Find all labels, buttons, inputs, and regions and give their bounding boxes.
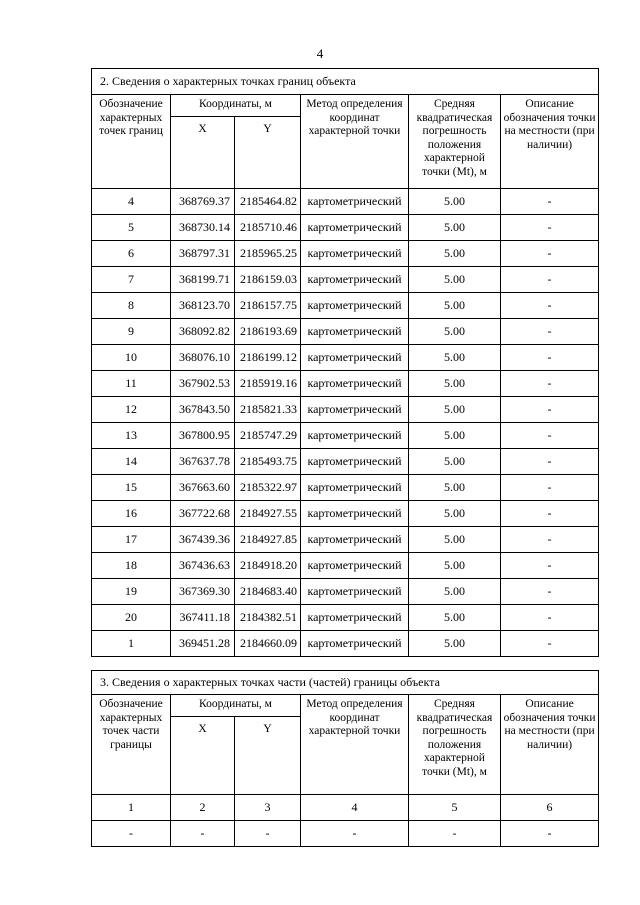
method-cell: картометрический <box>301 189 409 215</box>
table-row <box>92 449 599 475</box>
header-y: Y <box>235 717 301 795</box>
error-cell: 5.00 <box>409 475 501 501</box>
description-cell: - <box>501 189 599 215</box>
description-cell: - <box>501 579 599 605</box>
method-cell: картометрический <box>301 319 409 345</box>
description-cell: - <box>501 397 599 423</box>
table-row <box>92 345 599 371</box>
method-cell: картометрический <box>301 215 409 241</box>
method-cell: картометрический <box>301 293 409 319</box>
coord-y-cell: 2184683.40 <box>235 579 301 605</box>
header-coords: Координаты, м <box>171 695 301 717</box>
coord-y-cell: 2184927.55 <box>235 501 301 527</box>
header-coords: Координаты, м <box>171 95 301 117</box>
error-cell: 5.00 <box>409 501 501 527</box>
point-number-cell: 13 <box>92 423 171 449</box>
coord-y-cell: - <box>235 821 301 847</box>
boundary-points-table <box>91 68 599 657</box>
coord-y-cell: 2186199.12 <box>235 345 301 371</box>
error-cell: 5.00 <box>409 189 501 215</box>
coord-x-cell: 368797.31 <box>171 241 235 267</box>
coord-x-cell: 368769.37 <box>171 189 235 215</box>
point-number-cell: 17 <box>92 527 171 553</box>
column-number: 4 <box>301 795 409 821</box>
error-cell: 5.00 <box>409 553 501 579</box>
header-y: Y <box>235 117 301 189</box>
method-cell: картометрический <box>301 553 409 579</box>
table-row <box>92 553 599 579</box>
method-cell: картометрический <box>301 397 409 423</box>
description-cell: - <box>501 449 599 475</box>
column-number: 5 <box>409 795 501 821</box>
table-row <box>92 631 599 657</box>
coord-y-cell: 2184382.51 <box>235 605 301 631</box>
description-cell: - <box>501 345 599 371</box>
coord-y-cell: 2185493.75 <box>235 449 301 475</box>
coord-x-cell: 367436.63 <box>171 553 235 579</box>
coord-y-cell: 2185710.46 <box>235 215 301 241</box>
coord-y-cell: 2185965.25 <box>235 241 301 267</box>
method-cell: картометрический <box>301 423 409 449</box>
table-row <box>92 821 599 847</box>
description-cell: - <box>501 371 599 397</box>
method-cell: - <box>301 821 409 847</box>
point-number-cell: 6 <box>92 241 171 267</box>
point-number-cell: 15 <box>92 475 171 501</box>
coord-x-cell: 368092.82 <box>171 319 235 345</box>
method-cell: картометрический <box>301 267 409 293</box>
coord-y-cell: 2185919.16 <box>235 371 301 397</box>
table-row <box>92 605 599 631</box>
error-cell: 5.00 <box>409 449 501 475</box>
column-number: 1 <box>92 795 171 821</box>
coord-x-cell: 367800.95 <box>171 423 235 449</box>
error-cell: 5.00 <box>409 423 501 449</box>
error-cell: 5.00 <box>409 579 501 605</box>
method-cell: картометрический <box>301 527 409 553</box>
coord-y-cell: 2185464.82 <box>235 189 301 215</box>
coord-x-cell: 367637.78 <box>171 449 235 475</box>
column-number: 3 <box>235 795 301 821</box>
coord-y-cell: 2186157.75 <box>235 293 301 319</box>
part-boundary-points-table <box>91 670 599 847</box>
description-cell: - <box>501 215 599 241</box>
description-cell: - <box>501 631 599 657</box>
column-number: 6 <box>501 795 599 821</box>
table-row <box>92 293 599 319</box>
description-cell: - <box>501 267 599 293</box>
point-number-cell: 16 <box>92 501 171 527</box>
coord-x-cell: 368730.14 <box>171 215 235 241</box>
header-x: X <box>171 717 235 795</box>
coord-y-cell: 2185747.29 <box>235 423 301 449</box>
coord-x-cell: 368199.71 <box>171 267 235 293</box>
coord-y-cell: 2185821.33 <box>235 397 301 423</box>
method-cell: картометрический <box>301 371 409 397</box>
point-number-cell: 9 <box>92 319 171 345</box>
coord-y-cell: 2184918.20 <box>235 553 301 579</box>
header-point: Обозначение характерных точек границ <box>92 95 171 189</box>
point-number-cell: 20 <box>92 605 171 631</box>
coord-x-cell: 367843.50 <box>171 397 235 423</box>
point-number-cell: 19 <box>92 579 171 605</box>
table-row <box>92 527 599 553</box>
point-number-cell: 11 <box>92 371 171 397</box>
point-number-cell: 12 <box>92 397 171 423</box>
table-row <box>92 423 599 449</box>
error-cell: 5.00 <box>409 293 501 319</box>
error-cell: 5.00 <box>409 527 501 553</box>
table-row <box>92 397 599 423</box>
error-cell: 5.00 <box>409 397 501 423</box>
point-number-cell: 4 <box>92 189 171 215</box>
method-cell: картометрический <box>301 501 409 527</box>
header-method: Метод определения координат характерной точки <box>301 695 409 795</box>
error-cell: 5.00 <box>409 319 501 345</box>
point-number-cell: 14 <box>92 449 171 475</box>
error-cell: 5.00 <box>409 215 501 241</box>
header-point: Обозначение характерных точек части границы <box>92 695 171 795</box>
table-row <box>92 267 599 293</box>
method-cell: картометрический <box>301 345 409 371</box>
error-cell: 5.00 <box>409 267 501 293</box>
description-cell: - <box>501 423 599 449</box>
point-number-cell: 18 <box>92 553 171 579</box>
description-cell: - <box>501 501 599 527</box>
coord-x-cell: 368076.10 <box>171 345 235 371</box>
header-description: Описание обозначения точки на местности (при наличии) <box>501 95 599 189</box>
error-cell: 5.00 <box>409 605 501 631</box>
table-row <box>92 241 599 267</box>
method-cell: картометрический <box>301 449 409 475</box>
coord-x-cell: 367902.53 <box>171 371 235 397</box>
description-cell: - <box>501 605 599 631</box>
error-cell: 5.00 <box>409 241 501 267</box>
coord-x-cell: 367411.18 <box>171 605 235 631</box>
table-row <box>92 319 599 345</box>
table-row <box>92 579 599 605</box>
header-error: Средняя квадратическая погрешность положения характерной точки (Mt), м <box>409 695 501 795</box>
header-x: X <box>171 117 235 189</box>
method-cell: картометрический <box>301 475 409 501</box>
coord-y-cell: 2186159.03 <box>235 267 301 293</box>
table-row <box>92 189 599 215</box>
table-row <box>92 475 599 501</box>
coord-y-cell: 2185322.97 <box>235 475 301 501</box>
point-number-cell: 8 <box>92 293 171 319</box>
method-cell: картометрический <box>301 605 409 631</box>
coord-x-cell: 367369.30 <box>171 579 235 605</box>
header-error: Средняя квадратическая погрешность положения характерной точки (Mt), м <box>409 95 501 189</box>
coord-y-cell: 2184660.09 <box>235 631 301 657</box>
table-row <box>92 371 599 397</box>
method-cell: картометрический <box>301 631 409 657</box>
description-cell: - <box>501 475 599 501</box>
method-cell: картометрический <box>301 579 409 605</box>
description-cell: - <box>501 553 599 579</box>
coord-x-cell: 369451.28 <box>171 631 235 657</box>
point-number-cell: 1 <box>92 631 171 657</box>
description-cell: - <box>501 319 599 345</box>
error-cell: 5.00 <box>409 631 501 657</box>
point-number-cell: - <box>92 821 171 847</box>
point-number-cell: 5 <box>92 215 171 241</box>
description-cell: - <box>501 293 599 319</box>
section3-title: 3. Сведения о характерных точках части (частей) границы объекта <box>92 671 599 695</box>
section2-title: 2. Сведения о характерных точках границ объекта <box>92 69 599 95</box>
column-number: 2 <box>171 795 235 821</box>
point-number-cell: 10 <box>92 345 171 371</box>
error-cell: 5.00 <box>409 345 501 371</box>
coord-y-cell: 2186193.69 <box>235 319 301 345</box>
description-cell: - <box>501 241 599 267</box>
coord-x-cell: - <box>171 821 235 847</box>
coord-x-cell: 367439.36 <box>171 527 235 553</box>
error-cell: - <box>409 821 501 847</box>
description-cell: - <box>501 527 599 553</box>
table-row <box>92 501 599 527</box>
coord-x-cell: 367722.68 <box>171 501 235 527</box>
method-cell: картометрический <box>301 241 409 267</box>
coord-y-cell: 2184927.85 <box>235 527 301 553</box>
point-number-cell: 7 <box>92 267 171 293</box>
table-row <box>92 215 599 241</box>
coord-x-cell: 367663.60 <box>171 475 235 501</box>
description-cell: - <box>501 821 599 847</box>
coord-x-cell: 368123.70 <box>171 293 235 319</box>
page-number: 4 <box>316 46 324 61</box>
header-method: Метод определения координат характерной точки <box>301 95 409 189</box>
error-cell: 5.00 <box>409 371 501 397</box>
header-description: Описание обозначения точки на местности (при наличии) <box>501 695 599 795</box>
